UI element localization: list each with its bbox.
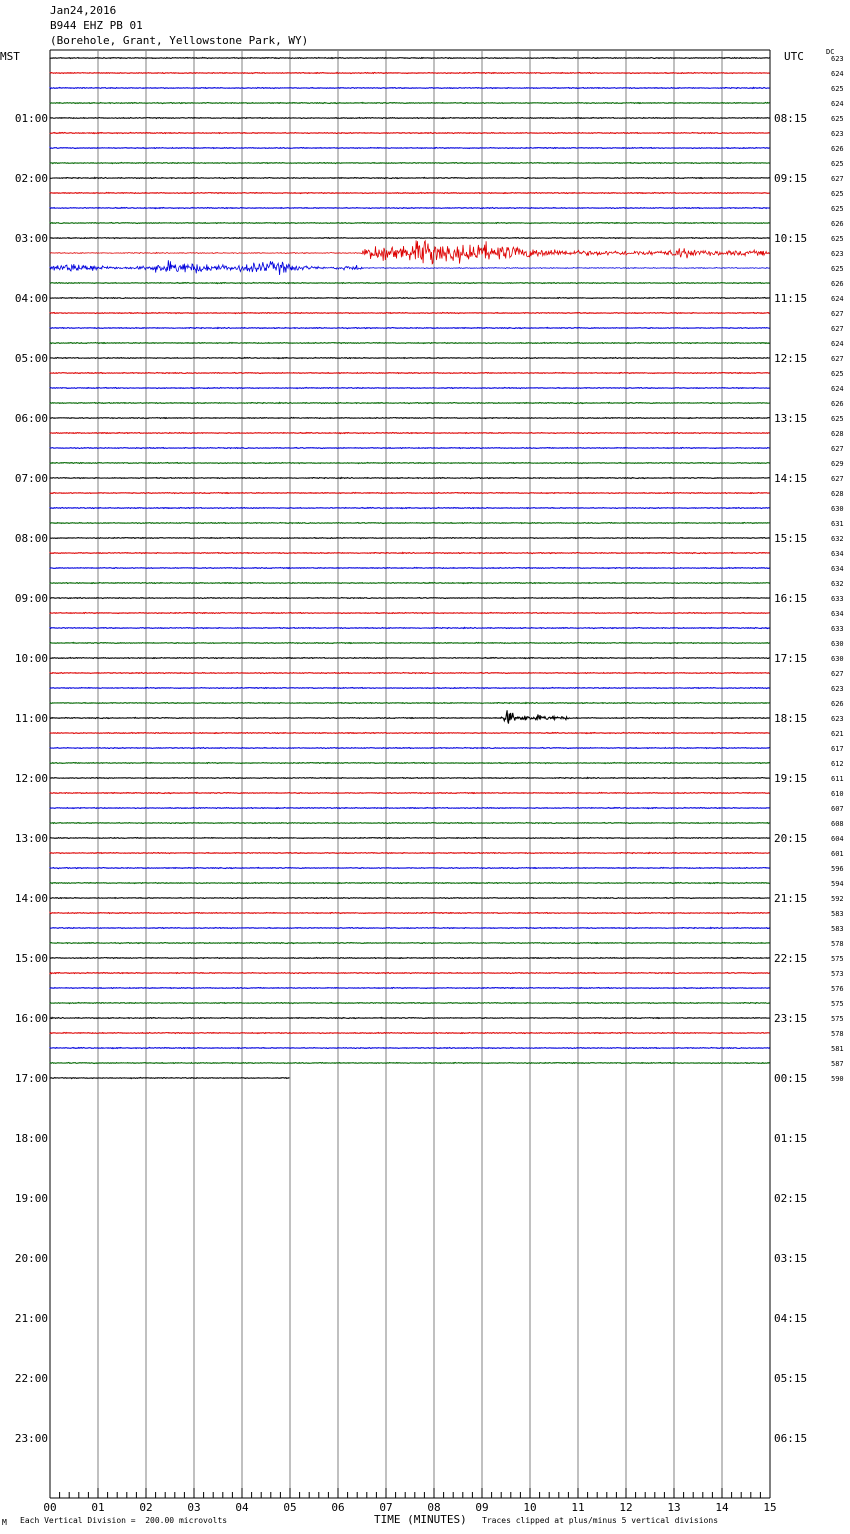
dc-offset-value: 625 bbox=[831, 265, 844, 273]
dc-offset-value: 633 bbox=[831, 625, 844, 633]
seismic-trace bbox=[50, 762, 770, 763]
dc-offset-value: 630 bbox=[831, 655, 844, 663]
dc-offset-value: 624 bbox=[831, 340, 844, 348]
seismic-trace bbox=[50, 72, 770, 73]
seismic-trace bbox=[50, 1032, 770, 1033]
dc-offset-value: 594 bbox=[831, 880, 844, 888]
seismic-trace bbox=[50, 432, 770, 433]
right-hour-label: 01:15 bbox=[774, 1132, 808, 1145]
dc-offset-value: 583 bbox=[831, 925, 844, 933]
dc-offset-value: 630 bbox=[831, 640, 844, 648]
right-hour-label: 00:15 bbox=[774, 1072, 808, 1085]
left-hour-label: 22:00 bbox=[14, 1372, 48, 1385]
seismic-trace bbox=[50, 792, 770, 793]
seismic-trace bbox=[50, 132, 770, 133]
dc-offset-value: 627 bbox=[831, 355, 844, 363]
dc-offset-value: 631 bbox=[831, 520, 844, 528]
vertical-division-note: Each Vertical Division = 200.00 microvolts bbox=[20, 1516, 228, 1525]
dc-offset-value: 587 bbox=[831, 1060, 844, 1068]
dc-offset-value: 578 bbox=[831, 1030, 844, 1038]
seismic-trace bbox=[50, 1077, 289, 1078]
x-tick-label: 00 bbox=[43, 1501, 57, 1514]
x-tick-label: 02 bbox=[139, 1501, 153, 1514]
clip-note: Traces clipped at plus/minus 5 vertical divisions bbox=[482, 1516, 719, 1525]
seismic-trace bbox=[50, 117, 770, 118]
dc-offset-value: 573 bbox=[831, 970, 844, 978]
right-hour-label: 05:15 bbox=[774, 1372, 808, 1385]
dc-offset-value: 633 bbox=[831, 595, 844, 603]
left-hour-label: 01:00 bbox=[14, 112, 48, 125]
dc-offset-value: 632 bbox=[831, 535, 844, 543]
left-hour-label: 11:00 bbox=[14, 712, 48, 725]
x-tick-label: 15 bbox=[763, 1501, 777, 1514]
dc-offset-value: 634 bbox=[831, 610, 844, 618]
seismic-trace bbox=[50, 260, 770, 275]
left-hour-label: 17:00 bbox=[14, 1072, 48, 1085]
seismic-trace bbox=[50, 777, 770, 778]
seismic-trace bbox=[50, 732, 770, 733]
seismic-trace bbox=[50, 297, 770, 298]
seismic-trace bbox=[50, 702, 770, 703]
dc-offset-header: DC bbox=[826, 48, 835, 56]
seismic-trace bbox=[50, 447, 770, 448]
dc-offset-value: 621 bbox=[831, 730, 844, 738]
dc-offset-value: 623 bbox=[831, 250, 844, 258]
dc-offset-value: 625 bbox=[831, 160, 844, 168]
dc-offset-value: 623 bbox=[831, 55, 844, 63]
dc-offset-value: 626 bbox=[831, 400, 844, 408]
seismic-trace bbox=[50, 987, 770, 988]
left-hour-label: 14:00 bbox=[14, 892, 48, 905]
dc-offset-value: 575 bbox=[831, 955, 844, 963]
left-timezone-label: MST bbox=[0, 50, 20, 63]
left-hour-label: 18:00 bbox=[14, 1132, 48, 1145]
x-tick-label: 06 bbox=[331, 1501, 345, 1514]
right-hour-label: 13:15 bbox=[774, 412, 808, 425]
right-hour-label: 21:15 bbox=[774, 892, 808, 905]
seismic-trace bbox=[50, 582, 770, 583]
dc-offset-value: 627 bbox=[831, 670, 844, 678]
seismic-trace bbox=[50, 1047, 770, 1048]
dc-offset-value: 625 bbox=[831, 205, 844, 213]
seismic-trace bbox=[50, 1002, 770, 1003]
seismic-trace bbox=[50, 537, 770, 538]
left-hour-label: 06:00 bbox=[14, 412, 48, 425]
right-hour-label: 11:15 bbox=[774, 292, 808, 305]
dc-offset-value: 581 bbox=[831, 1045, 844, 1053]
seismic-trace bbox=[50, 552, 770, 553]
dc-offset-value: 590 bbox=[831, 1075, 844, 1083]
dc-offset-value: 628 bbox=[831, 490, 844, 498]
right-hour-label: 16:15 bbox=[774, 592, 808, 605]
right-hour-label: 09:15 bbox=[774, 172, 808, 185]
dc-offset-value: 625 bbox=[831, 85, 844, 93]
x-tick-label: 04 bbox=[235, 1501, 249, 1514]
dc-offset-value: 575 bbox=[831, 1015, 844, 1023]
seismic-trace bbox=[50, 807, 770, 808]
seismic-trace bbox=[50, 612, 770, 613]
right-hour-label: 02:15 bbox=[774, 1192, 808, 1205]
seismic-trace bbox=[50, 567, 770, 568]
x-tick-label: 09 bbox=[475, 1501, 489, 1514]
right-hour-label: 06:15 bbox=[774, 1432, 808, 1445]
right-hour-label: 12:15 bbox=[774, 352, 808, 365]
right-hour-label: 20:15 bbox=[774, 832, 808, 845]
left-hour-label: 13:00 bbox=[14, 832, 48, 845]
dc-offset-value: 596 bbox=[831, 865, 844, 873]
left-hour-label: 02:00 bbox=[14, 172, 48, 185]
seismic-trace bbox=[50, 522, 770, 523]
seismic-trace bbox=[50, 222, 770, 223]
dc-offset-value: 626 bbox=[831, 280, 844, 288]
dc-offset-value: 592 bbox=[831, 895, 844, 903]
left-hour-label: 20:00 bbox=[14, 1252, 48, 1265]
left-hour-label: 07:00 bbox=[14, 472, 48, 485]
x-tick-label: 03 bbox=[187, 1501, 201, 1514]
dc-offset-value: 583 bbox=[831, 910, 844, 918]
dc-offset-value: 627 bbox=[831, 475, 844, 483]
dc-offset-value: 630 bbox=[831, 505, 844, 513]
seismic-trace bbox=[50, 312, 770, 313]
dc-offset-value: 611 bbox=[831, 775, 844, 783]
seismic-trace bbox=[50, 927, 770, 928]
seismic-trace bbox=[50, 57, 770, 58]
right-hour-label: 08:15 bbox=[774, 112, 808, 125]
left-hour-label: 21:00 bbox=[14, 1312, 48, 1325]
dc-offset-value: 626 bbox=[831, 700, 844, 708]
seismic-trace bbox=[50, 192, 770, 193]
seismic-trace bbox=[50, 237, 770, 238]
right-hour-label: 15:15 bbox=[774, 532, 808, 545]
seismic-trace bbox=[50, 240, 770, 263]
seismic-trace bbox=[50, 972, 770, 973]
x-tick-label: 05 bbox=[283, 1501, 297, 1514]
right-hour-label: 03:15 bbox=[774, 1252, 808, 1265]
seismic-trace bbox=[50, 102, 770, 103]
seismic-trace bbox=[50, 882, 770, 883]
right-hour-label: 22:15 bbox=[774, 952, 808, 965]
dc-offset-value: 576 bbox=[831, 985, 844, 993]
seismic-trace bbox=[50, 957, 770, 958]
right-hour-label: 10:15 bbox=[774, 232, 808, 245]
dc-offset-value: 578 bbox=[831, 940, 844, 948]
dc-offset-value: 607 bbox=[831, 805, 844, 813]
dc-offset-value: 623 bbox=[831, 715, 844, 723]
seismic-trace bbox=[50, 387, 770, 388]
seismic-trace bbox=[50, 710, 770, 723]
seismic-trace bbox=[50, 462, 770, 463]
seismic-trace bbox=[50, 372, 770, 373]
dc-offset-value: 626 bbox=[831, 145, 844, 153]
dc-offset-value: 624 bbox=[831, 100, 844, 108]
right-hour-label: 23:15 bbox=[774, 1012, 808, 1025]
seismic-trace bbox=[50, 837, 770, 838]
dc-offset-value: 624 bbox=[831, 385, 844, 393]
seismic-trace bbox=[50, 417, 770, 418]
seismic-trace bbox=[50, 627, 770, 628]
seismic-trace bbox=[50, 912, 770, 913]
dc-offset-value: 627 bbox=[831, 445, 844, 453]
seismic-trace bbox=[50, 672, 770, 673]
x-tick-label: 07 bbox=[379, 1501, 393, 1514]
seismic-trace bbox=[50, 207, 770, 208]
seismic-trace bbox=[50, 162, 770, 163]
seismic-trace bbox=[50, 402, 770, 403]
dc-offset-value: 624 bbox=[831, 70, 844, 78]
left-hour-label: 19:00 bbox=[14, 1192, 48, 1205]
dc-offset-value: 627 bbox=[831, 175, 844, 183]
dc-offset-value: 629 bbox=[831, 460, 844, 468]
seismic-trace bbox=[50, 1062, 770, 1063]
x-tick-label: 11 bbox=[571, 1501, 585, 1514]
seismic-trace bbox=[50, 342, 770, 343]
left-hour-label: 15:00 bbox=[14, 952, 48, 965]
x-tick-label: 10 bbox=[523, 1501, 537, 1514]
seismic-trace bbox=[50, 147, 770, 148]
dc-offset-value: 601 bbox=[831, 850, 844, 858]
right-timezone-label: UTC bbox=[784, 50, 804, 63]
dc-offset-value: 575 bbox=[831, 1000, 844, 1008]
station-id: B944 EHZ PB 01 bbox=[50, 19, 143, 32]
dc-offset-value: 626 bbox=[831, 220, 844, 228]
seismic-trace bbox=[50, 327, 770, 328]
dc-offset-value: 625 bbox=[831, 190, 844, 198]
dc-offset-value: 628 bbox=[831, 430, 844, 438]
corner-mark: M bbox=[2, 1518, 7, 1527]
seismic-trace bbox=[50, 852, 770, 853]
seismic-trace bbox=[50, 747, 770, 748]
left-hour-label: 23:00 bbox=[14, 1432, 48, 1445]
dc-offset-value: 608 bbox=[831, 820, 844, 828]
dc-offset-value: 623 bbox=[831, 685, 844, 693]
dc-offset-value: 627 bbox=[831, 310, 844, 318]
dc-offset-value: 627 bbox=[831, 325, 844, 333]
seismic-trace bbox=[50, 87, 770, 88]
x-tick-label: 14 bbox=[715, 1501, 729, 1514]
dc-offset-value: 617 bbox=[831, 745, 844, 753]
dc-offset-value: 623 bbox=[831, 130, 844, 138]
seismic-trace bbox=[50, 822, 770, 823]
dc-offset-value: 625 bbox=[831, 415, 844, 423]
seismic-trace bbox=[50, 867, 770, 868]
dc-offset-value: 612 bbox=[831, 760, 844, 768]
dc-offset-value: 610 bbox=[831, 790, 844, 798]
seismic-trace bbox=[50, 507, 770, 508]
right-hour-label: 14:15 bbox=[774, 472, 808, 485]
left-hour-label: 04:00 bbox=[14, 292, 48, 305]
seismic-trace bbox=[50, 357, 770, 358]
right-hour-label: 17:15 bbox=[774, 652, 808, 665]
x-tick-label: 01 bbox=[91, 1501, 105, 1514]
seismic-trace bbox=[50, 642, 770, 643]
x-axis-label: TIME (MINUTES) bbox=[374, 1513, 467, 1526]
dc-offset-value: 604 bbox=[831, 835, 844, 843]
seismic-trace bbox=[50, 597, 770, 598]
x-tick-label: 08 bbox=[427, 1501, 441, 1514]
dc-offset-value: 632 bbox=[831, 580, 844, 588]
left-hour-label: 10:00 bbox=[14, 652, 48, 665]
seismic-trace bbox=[50, 942, 770, 943]
seismic-trace bbox=[50, 282, 770, 283]
right-hour-label: 18:15 bbox=[774, 712, 808, 725]
left-hour-label: 12:00 bbox=[14, 772, 48, 785]
right-hour-label: 04:15 bbox=[774, 1312, 808, 1325]
dc-offset-value: 634 bbox=[831, 550, 844, 558]
dc-offset-value: 625 bbox=[831, 115, 844, 123]
seismic-trace bbox=[50, 177, 770, 178]
seismic-trace bbox=[50, 477, 770, 478]
dc-offset-value: 625 bbox=[831, 370, 844, 378]
seismic-trace bbox=[50, 1017, 770, 1018]
dc-offset-value: 634 bbox=[831, 565, 844, 573]
seismic-trace bbox=[50, 687, 770, 688]
seismic-trace bbox=[50, 897, 770, 898]
left-hour-label: 05:00 bbox=[14, 352, 48, 365]
seismic-trace bbox=[50, 492, 770, 493]
record-date: Jan24,2016 bbox=[50, 4, 117, 17]
x-tick-label: 13 bbox=[667, 1501, 681, 1514]
station-location: (Borehole, Grant, Yellowstone Park, WY) bbox=[50, 34, 309, 47]
left-hour-label: 03:00 bbox=[14, 232, 48, 245]
left-hour-label: 08:00 bbox=[14, 532, 48, 545]
x-tick-label: 12 bbox=[619, 1501, 633, 1514]
seismic-trace bbox=[50, 657, 770, 658]
left-hour-label: 16:00 bbox=[14, 1012, 48, 1025]
dc-offset-value: 625 bbox=[831, 235, 844, 243]
right-hour-label: 19:15 bbox=[774, 772, 808, 785]
left-hour-label: 09:00 bbox=[14, 592, 48, 605]
dc-offset-value: 624 bbox=[831, 295, 844, 303]
